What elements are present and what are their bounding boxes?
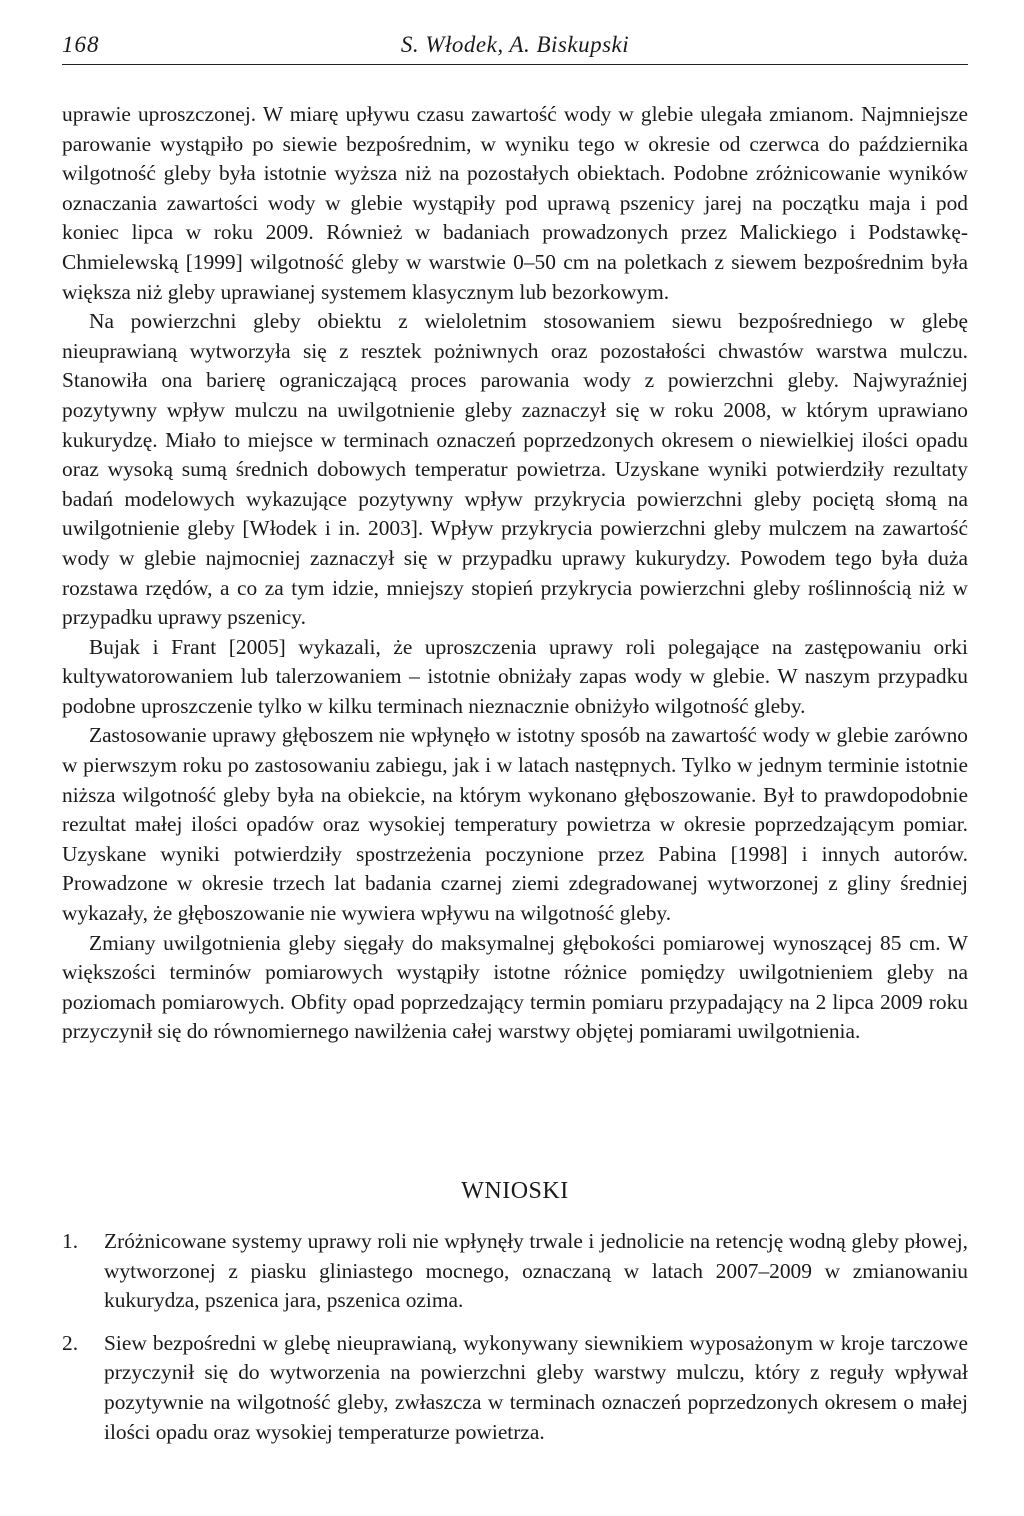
page-number: 168 (62, 32, 100, 57)
paragraph-3: Bujak i Frant [2005] wykazali, że uproszczenia uprawy roli polegające na zastępowaniu orki kultywatorowaniem lub talerzowaniem – istotnie obniżały zapas wody w glebie. W naszym przypadku podobne uproszczenie tylko w kilku terminach nieznacznie obniżyło wilgotność gleby. (62, 634, 968, 718)
paragraph-1: uprawie uproszczonej. W miarę upływu czasu zawartość wody w glebie ulegała zmianom. Najmniejsze parowanie wystąpiło po siewie bezpośrednim, w wyniku tego w okresie od czerwca do października wilgotność gleby była istotnie wyższa niż na pozostałych obiektach. Podobne zróżnicowanie wyników oznaczania zawartości wody w glebie wystąpiły pod uprawą pszenicy jarej na początku maja i pod koniec lipca w roku 2009. Również w badaniach prowadzonych przez Malickiego i Podstawkę-Chmielewską [1999] wilgotność gleby w warstwie 0–50 cm na poletkach z siewem bezpośrednim była większa niż gleby uprawianej systemem klasycznym lub bezorkowym. (62, 102, 968, 304)
list-item-number: 1. (62, 1229, 79, 1253)
paragraph-5: Zmiany uwilgotnienia gleby sięgały do maksymalnej głębokości pomiarowej wynoszącej 85 cm. W większości terminów pomiarowych wystąpiły istotne różnice pomiędzy uwilgotnieniem gleby na poziomach pomiarowych. Obfity opad poprzedzający termin pomiaru przypadający na 2 lipca 2009 roku przyczynił się do równomiernego nawilżenia całej warstwy objętej pomiarami uwilgotnienia. (62, 930, 968, 1044)
running-head: S. Włodek, A. Biskupski (400, 32, 630, 57)
document-page (62, 0, 968, 1516)
conclusions-list (62, 1227, 968, 1460)
list-item-text: Zróżnicowane systemy uprawy roli nie wpłynęły trwale i jednolicie na retencję wodną gleby płowej, wytworzonej z piasku gliniastego mocnego, oznaczaną w latach 2007–2009 w zmianowaniu kukurydza, pszenica jara, pszenica ozima. (104, 1229, 968, 1313)
list-item-number: 2. (62, 1330, 79, 1355)
page-header (62, 28, 968, 65)
section-heading: WNIOSKI (461, 1178, 569, 1204)
body-text (62, 100, 968, 1047)
list-item-text: Siew bezpośredni w glebę nieuprawianą, wykonywany siewnikiem wyposażonym w kroje tarczowe przyczynił się do wytworzenia na powierzchni gleby warstwy mulczu, który z reguły wpływał pozytywnie na wilgotność gleby, zwłaszcza w terminach oznaczeń poprzedzonych okresem o małej ilości opadu oraz wysokiej temperaturze powietrza. (104, 1330, 968, 1444)
list-item (62, 1227, 968, 1316)
paragraph-2: Na powierzchni gleby obiektu z wieloletnim stosowaniem siewu bezpośredniego w glebę nieuprawianą wytworzyła się z resztek pożniwnych oraz pozostałości chwastów warstwa mulczu. Stanowiła ona barierę ograniczającą proces parowania wody z powierzchni gleby. Najwyraźniej pozytywny wpływ mulczu na uwilgotnienie gleby zaznaczył się w roku 2008, w którym uprawiano kukurydzę. Miało to miejsce w terminach oznaczeń poprzedzonych okresem o niewielkiej ilości opadu oraz wysoką sumą średnich dobowych temperatur powietrza. Uzyskane wyniki potwierdziły rezultaty badań modelowych wykazujące pozytywny wpływ przykrycia powierzchni gleby pociętą słomą na uwilgotnienie gleby [Włodek i in. 2003]. Wpływ przykrycia powierzchni gleby mulczem na zawartość wody w glebie najmocniej zaznaczył się w przypadku uprawy kukurydzy. Powodem tego była duża rozstawa rzędów, a co za tym idzie, mniejszy stopień przykrycia powierzchni gleby roślinnością niż w przypadku uprawy pszenicy. (62, 309, 968, 630)
list-item (62, 1329, 968, 1447)
paragraph-4: Zastosowanie uprawy głęboszem nie wpłynęło w istotny sposób na zawartość wody w glebie zarówno w pierwszym roku po zastosowaniu zabiegu, jak i w latach następnych. Tylko w jednym terminie istotnie niższa wilgotność gleby była na obiekcie, na którym wykonano głęboszowanie. Był to prawdopodobnie rezultat małej ilości opadów oraz wysokiej temperatury powietrza w okresie poprzedzającym pomiar. Uzyskane wyniki potwierdziły spostrzeżenia poczynione przez Pabina [1998] i innych autorów. Prowadzone w okresie trzech lat badania czarnej ziemi zdegradowanej wytworzonej z gliny średniej wykazały, że głęboszowanie nie wywiera wpływu na wilgotność gleby. (62, 723, 968, 926)
